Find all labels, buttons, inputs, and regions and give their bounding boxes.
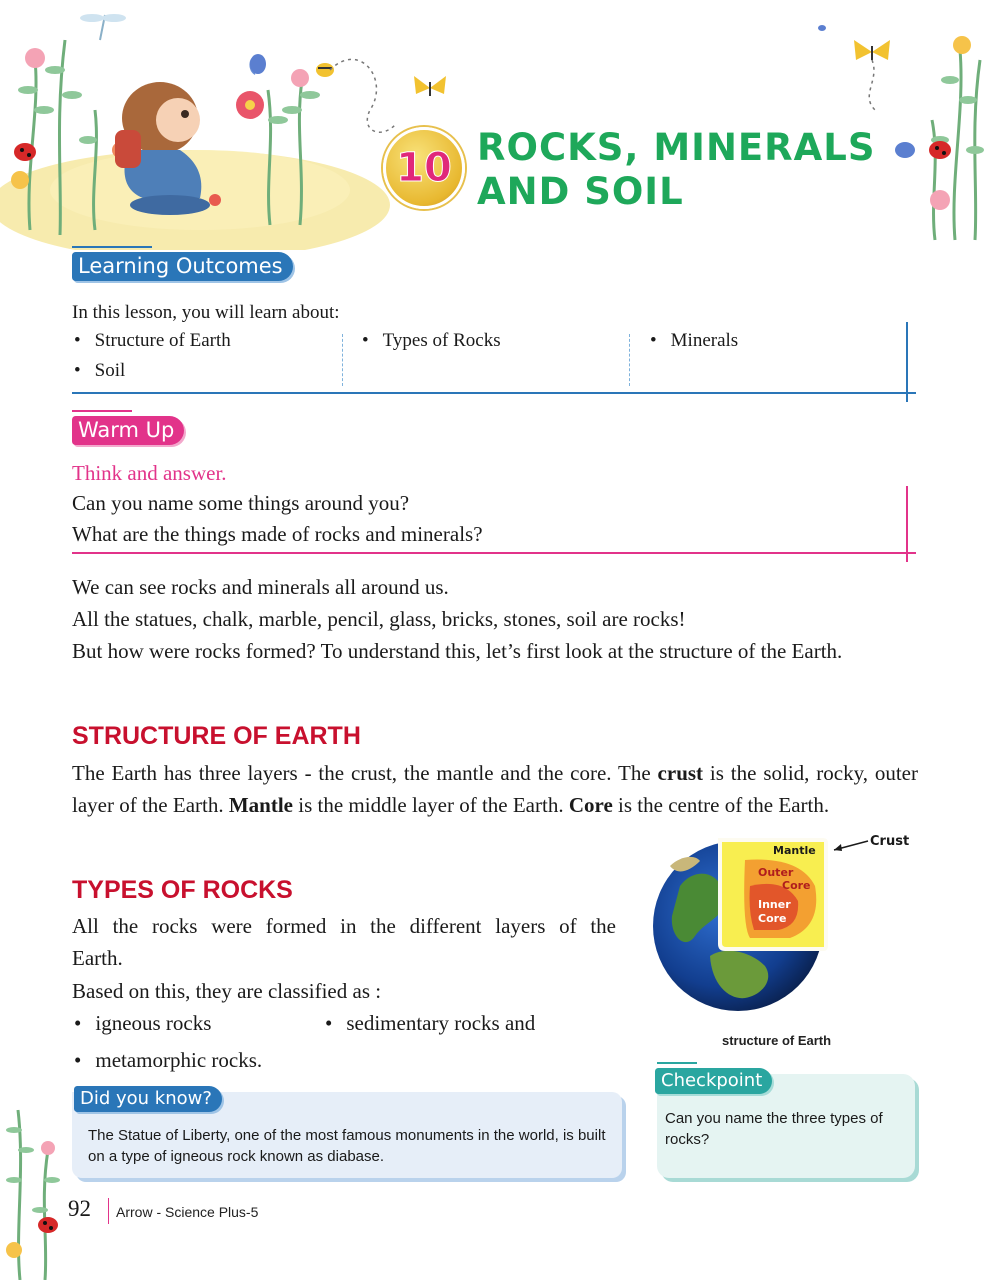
warm-up-topline xyxy=(72,410,132,412)
divider xyxy=(906,322,908,402)
divider xyxy=(342,334,343,386)
book-title: Arrow - Science Plus-5 xyxy=(116,1204,259,1220)
chapter-number-badge xyxy=(383,127,465,209)
structure-heading: STRUCTURE OF EARTH xyxy=(72,722,361,750)
chapter-title-line2: AND SOIL xyxy=(477,170,684,213)
types-intro: Based on this, they are classified as : xyxy=(72,979,382,1003)
chapter-title-line1: ROCKS, MINERALS xyxy=(477,126,876,169)
diagram-label-outer-core: Outer xyxy=(758,866,794,879)
outcome-item: • Structure of Earth xyxy=(74,325,231,357)
page-number: 92 xyxy=(68,1196,91,1221)
learning-outcomes-intro: In this lesson, you will learn about: xyxy=(72,302,340,323)
chapter-number: 10 xyxy=(396,145,452,191)
outcome-item: • Soil xyxy=(74,355,125,387)
divider xyxy=(72,552,916,554)
diagram-label-mantle: Mantle xyxy=(773,844,816,857)
checkpoint-label: Checkpoint xyxy=(655,1068,772,1094)
diagram-label-outer-core: Core xyxy=(782,879,811,892)
footer-divider xyxy=(108,1198,109,1224)
mantle-term: Mantle xyxy=(228,793,293,817)
outcome-item: • Minerals xyxy=(650,325,738,357)
rock-type-item: • metamorphic rocks. xyxy=(74,1044,262,1076)
types-heading: TYPES OF ROCKS xyxy=(72,876,293,904)
learning-outcomes-label: Learning Outcomes xyxy=(72,252,293,281)
rock-type-item: • igneous rocks xyxy=(74,1007,211,1039)
diagram-label-inner-core: Core xyxy=(758,912,787,925)
warm-up-question: Can you name some things around you? xyxy=(72,491,410,515)
intro-paragraph xyxy=(72,571,918,667)
structure-text: is the centre of the Earth. xyxy=(612,793,830,817)
structure-text: is the middle layer of the Earth. xyxy=(293,793,569,817)
did-you-know-text: The Statue of Liberty, one of the most famous monuments in the world, is built on a type of igneous rock known as diabase. xyxy=(88,1127,606,1165)
structure-text: The Earth has three layers - the crust, the mantle and the core. The xyxy=(72,761,658,785)
intro-line: But how were rocks formed? To understand this, let’s first look at the structure of the Earth. xyxy=(72,639,843,663)
divider xyxy=(906,486,908,562)
checkpoint-topline xyxy=(657,1062,697,1064)
intro-line: All the statues, chalk, marble, pencil, glass, bricks, stones, soil are rocks! xyxy=(72,607,686,631)
warm-up-question: What are the things made of rocks and minerals? xyxy=(72,522,483,546)
intro-line: We can see rocks and minerals all around us. xyxy=(72,575,449,599)
chapter-title xyxy=(477,126,897,214)
outcome-item: • Types of Rocks xyxy=(362,325,501,357)
divider xyxy=(629,334,630,386)
types-paragraph: All the rocks were formed in the different layers of the Earth. xyxy=(72,914,616,970)
warm-up-label: Warm Up xyxy=(72,416,184,445)
warm-up-prompt: Think and answer. xyxy=(72,461,227,485)
diagram-label-inner-core: Inner xyxy=(758,898,791,911)
structure-paragraph xyxy=(72,757,918,821)
did-you-know-label: Did you know? xyxy=(74,1086,222,1112)
rock-type-item: • sedimentary rocks and xyxy=(325,1007,535,1039)
core-term: Core xyxy=(568,793,613,817)
footer-illustration xyxy=(0,1100,70,1280)
earth-structure-diagram xyxy=(650,826,915,1026)
crust-term: crust xyxy=(657,761,704,785)
learning-outcomes-topline xyxy=(72,246,152,248)
divider xyxy=(72,392,916,394)
diagram-label-crust: Crust xyxy=(870,834,910,849)
checkpoint-text: Can you name the three types of rocks? xyxy=(665,1110,883,1148)
diagram-caption: structure of Earth xyxy=(722,1033,832,1048)
structure-text: is the solid, rocky, outer layer of the Earth. xyxy=(72,761,918,817)
